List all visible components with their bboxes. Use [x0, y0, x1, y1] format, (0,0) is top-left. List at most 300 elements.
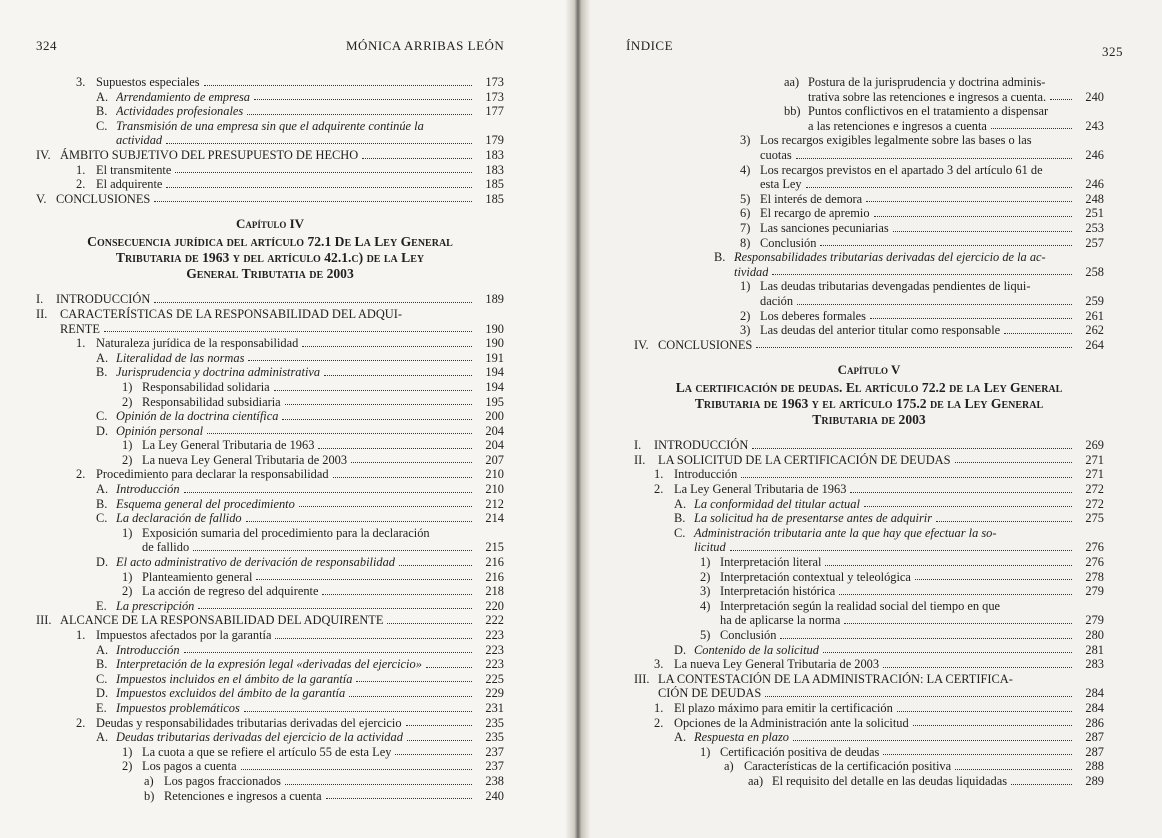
- toc-entry-text: Naturaleza jurídica de la responsabilidad: [96, 336, 299, 351]
- toc-entry: [36, 730, 504, 745]
- toc-entry-text: Exposición sumaria del procedimiento para la declaración: [142, 525, 430, 540]
- toc-page-number: 279: [1085, 584, 1104, 599]
- toc-entry: [36, 119, 504, 148]
- toc-leader-dots: [883, 667, 1072, 668]
- toc-entry-number: aa): [748, 773, 764, 788]
- toc-leader-dots: [793, 740, 1072, 741]
- toc-leader-dots: [741, 477, 1072, 478]
- toc-page-number: 189: [485, 292, 504, 307]
- toc-entry-text: Certificación positiva de deudas: [720, 744, 880, 759]
- toc-leader-dots: [797, 304, 1072, 305]
- toc-leader-dots: [1050, 99, 1072, 100]
- toc-entry-number: III.: [36, 613, 52, 628]
- toc-entry-text: La Ley General Tributaria de 1963: [142, 438, 315, 453]
- toc-leader-dots: [936, 521, 1072, 522]
- toc-leader-dots: [756, 347, 1072, 348]
- toc-entry-text: Impuestos afectados por la garantía: [96, 628, 272, 642]
- toc-entry-text: El acto administrativo de derivación de responsabilidad: [116, 555, 395, 570]
- toc-entry: [36, 438, 504, 453]
- toc-entry: [36, 759, 504, 774]
- toc-entry: [36, 555, 504, 570]
- toc-entry-text-cont: ha de aplicarse la norma: [720, 613, 841, 628]
- toc-page-number: 240: [485, 788, 504, 803]
- toc-entry-number: A.: [674, 496, 687, 511]
- toc-entry-text: Interpretación contextual y teleológica: [720, 569, 911, 584]
- toc-entry: [36, 526, 504, 555]
- toc-entry-number: 3): [740, 133, 751, 148]
- toc-entry-number: 7): [740, 220, 751, 235]
- toc-leader-dots: [864, 506, 1072, 507]
- toc-leader-dots: [955, 462, 1073, 463]
- toc-page-number: 286: [1085, 715, 1104, 730]
- toc-entry-number: 2): [122, 584, 133, 599]
- toc-page-number: 246: [1085, 177, 1104, 192]
- toc-entry: [36, 380, 504, 395]
- toc-entry-text: Los pagos a cuenta: [142, 759, 237, 774]
- toc-entry: [634, 133, 1104, 162]
- toc-entry-number: 2.: [76, 715, 86, 730]
- toc-page-number: 271: [1085, 467, 1104, 482]
- toc-entry-text: CARACTERÍSTICAS DE LA RESPONSABILIDAD DEL ADQUI-: [60, 306, 403, 321]
- toc-entry-number: C.: [96, 671, 108, 686]
- toc-page-number: 183: [485, 162, 504, 177]
- toc-entry-continuation: [784, 119, 1104, 134]
- toc-entry: [634, 163, 1104, 192]
- toc-entry-number: B.: [714, 250, 726, 265]
- toc-leader-dots: [275, 638, 472, 639]
- toc-page-number: 278: [1085, 569, 1104, 584]
- toc-entry-number: 4): [700, 598, 711, 613]
- toc-entry-text-cont: dación: [760, 293, 794, 308]
- toc-page-number: 257: [1085, 235, 1104, 250]
- toc-entry-text: Interpretación según la realidad social del tiempo en que: [720, 598, 1001, 613]
- toc-entry-number: 2.: [76, 467, 86, 482]
- toc-entry: [36, 511, 504, 526]
- toc-entry-number: aa): [784, 75, 800, 89]
- toc-page-number: 276: [1085, 540, 1104, 555]
- toc-leader-dots: [780, 638, 1072, 639]
- toc-entry-number: IV.: [634, 337, 649, 352]
- toc-page-number: 190: [485, 321, 504, 336]
- toc-entry-number: 3): [700, 584, 711, 599]
- toc-entry-continuation: [784, 90, 1104, 105]
- toc-entry-number: B.: [96, 657, 108, 672]
- chapter-title-line: General Tributatia de 2003: [186, 266, 354, 282]
- toc-entry-number: 1): [122, 438, 133, 453]
- toc-entry-line: [740, 133, 1104, 148]
- toc-entry-text: Esquema general del procedimiento: [116, 496, 295, 511]
- toc-leader-dots: [915, 579, 1072, 580]
- toc-entry-number: A.: [674, 730, 687, 745]
- toc-entry-number: D.: [674, 642, 687, 657]
- toc-entry: [36, 613, 504, 628]
- toc-entry-continuation: [700, 613, 1104, 628]
- toc-leader-dots: [1004, 333, 1072, 334]
- toc-leader-dots: [248, 360, 472, 361]
- toc-entry-number: 5): [700, 628, 711, 642]
- toc-leader-dots: [166, 187, 472, 188]
- left-toc-section-a: [36, 75, 504, 206]
- toc-entry-text: La Ley General Tributaria de 1963: [674, 482, 847, 497]
- toc-leader-dots: [256, 579, 472, 580]
- toc-entry-number: 2.: [654, 482, 664, 497]
- toc-entry-text: Introducción: [116, 642, 180, 657]
- toc-entry: [36, 292, 504, 307]
- toc-entry-number: 1): [740, 279, 751, 294]
- toc-page-number: 240: [1085, 89, 1104, 104]
- toc-page-number: 272: [1085, 482, 1104, 497]
- toc-page-number: 284: [1085, 686, 1104, 701]
- toc-page-number: 204: [485, 438, 504, 453]
- toc-entry: [634, 628, 1104, 643]
- toc-entry: [36, 774, 504, 789]
- toc-page-number: 215: [485, 540, 504, 555]
- toc-entry: [634, 599, 1104, 628]
- toc-entry-text-cont: actividad: [116, 133, 163, 148]
- toc-page-number: 222: [485, 613, 504, 628]
- toc-entry-text: Los deberes formales: [760, 308, 866, 323]
- toc-entry-number: IV.: [36, 147, 51, 162]
- toc-entry-text: El plazo máximo para emitir la certificación: [674, 700, 893, 715]
- toc-leader-dots: [362, 158, 472, 159]
- toc-page-number: 259: [1085, 293, 1104, 308]
- toc-entry-number: A.: [96, 730, 109, 745]
- toc-entry-text-cont: cuotas: [760, 147, 792, 162]
- toc-leader-dots: [765, 696, 1072, 697]
- toc-entry-text: El recargo de apremio: [760, 206, 870, 221]
- toc-entry: [634, 570, 1104, 585]
- toc-entry-number: 2): [122, 452, 133, 467]
- toc-entry-number: 3): [740, 323, 751, 338]
- toc-entry-text: Arrendamiento de empresa: [116, 89, 250, 104]
- chapter-title-line: Tributaria de 1963 y el artículo 175.2 de la Ley General: [694, 396, 1044, 412]
- toc-page-number: 283: [1085, 657, 1104, 672]
- toc-entry-number: C.: [674, 525, 686, 540]
- toc-entry-text: Conclusión: [720, 628, 777, 642]
- toc-entry: [36, 163, 504, 178]
- toc-leader-dots: [244, 711, 472, 712]
- toc-entry-text: Las deudas del anterior titular como responsable: [760, 323, 1001, 338]
- toc-entry-number: II.: [634, 452, 646, 467]
- toc-entry-line: [714, 250, 1104, 265]
- toc-entry-continuation: [714, 265, 1104, 280]
- toc-entry-text: Conclusión: [760, 235, 817, 250]
- toc-leader-dots: [285, 784, 472, 785]
- toc-page-number: 185: [485, 191, 504, 206]
- toc-entry: [36, 716, 504, 731]
- toc-entry-number: E.: [96, 700, 107, 715]
- toc-entry-text: Interpretación histórica: [720, 584, 836, 599]
- toc-leader-dots: [207, 433, 472, 434]
- toc-entry-number: 1.: [76, 336, 86, 351]
- toc-page-number: 246: [1085, 147, 1104, 162]
- toc-page-number: 177: [485, 104, 504, 119]
- toc-leader-dots: [866, 201, 1072, 202]
- toc-entry-text: Características de la certificación positiva: [744, 759, 952, 774]
- toc-leader-dots: [796, 158, 1072, 159]
- toc-entry-line: [740, 163, 1104, 178]
- chapter-title-line: La certificación de deudas. El artículo 72.2 de la Ley General: [675, 380, 1063, 396]
- toc-entry-text-cont: de fallido: [142, 540, 190, 555]
- toc-entry-continuation: [96, 133, 504, 148]
- toc-leader-dots: [897, 711, 1072, 712]
- toc-page-number: 284: [1085, 700, 1104, 715]
- toc-entry-number: 1): [122, 744, 133, 759]
- toc-leader-dots: [407, 740, 472, 741]
- toc-entry: [36, 745, 504, 760]
- toc-leader-dots: [166, 143, 472, 144]
- toc-entry-text: ÁMBITO SUBJETIVO DEL PRESUPUESTO DE HECHO: [60, 147, 359, 162]
- toc-entry-text: La nueva Ley General Tributaria de 2003: [674, 657, 880, 672]
- toc-entry: [36, 643, 504, 658]
- toc-entry: [634, 526, 1104, 555]
- left-page: [0, 0, 578, 838]
- toc-entry: [634, 309, 1104, 324]
- toc-entry: [36, 90, 504, 105]
- toc-page-number: 238: [485, 773, 504, 788]
- toc-entry: [634, 467, 1104, 482]
- toc-entry-number: I.: [634, 438, 642, 453]
- toc-entry: [634, 221, 1104, 236]
- toc-leader-dots: [184, 492, 472, 493]
- toc-entry-text: Opinión de la doctrina científica: [116, 409, 279, 424]
- toc-entry-continuation: [122, 540, 504, 555]
- toc-page-number: 223: [485, 642, 504, 657]
- toc-entry-continuation: [36, 322, 504, 337]
- toc-leader-dots: [324, 375, 472, 376]
- toc-entry-text: Opinión personal: [116, 423, 204, 438]
- toc-leader-dots: [806, 187, 1072, 188]
- toc-entry-continuation: [740, 294, 1104, 309]
- toc-entry: [36, 789, 504, 804]
- toc-entry-text-cont: esta Ley: [760, 177, 802, 192]
- toc-leader-dots: [730, 550, 1072, 551]
- toc-entry-number: 1): [700, 744, 711, 759]
- toc-entry: [36, 453, 504, 468]
- right-toc: [634, 75, 1104, 789]
- toc-entry-line: [36, 307, 504, 322]
- toc-entry: [36, 395, 504, 410]
- toc-entry-number: 2): [740, 308, 751, 323]
- toc-leader-dots: [175, 172, 472, 173]
- toc-entry-number: b): [144, 788, 155, 803]
- toc-entry-number: B.: [96, 365, 108, 380]
- toc-leader-dots: [247, 114, 472, 115]
- toc-entry-continuation: [674, 540, 1104, 555]
- toc-page-number: 281: [1085, 642, 1104, 657]
- toc-entry-line: [740, 279, 1104, 294]
- toc-leader-dots: [326, 798, 472, 799]
- toc-page-number: 279: [1085, 613, 1104, 628]
- toc-entry-text: Impuestos incluidos en el ámbito de la garantía: [116, 671, 353, 686]
- toc-entry: [36, 75, 504, 90]
- toc-leader-dots: [154, 201, 472, 202]
- toc-entry-text: CONCLUSIONES: [56, 191, 151, 206]
- toc-entry: [36, 497, 504, 512]
- toc-leader-dots: [322, 594, 472, 595]
- toc-entry: [634, 453, 1104, 468]
- toc-leader-dots: [820, 245, 1072, 246]
- chapter-v-title: [634, 380, 1104, 428]
- toc-entry: [634, 236, 1104, 251]
- toc-entry-number: E.: [96, 598, 107, 613]
- toc-entry-number: 1.: [76, 628, 86, 642]
- left-toc-section-b: [36, 292, 504, 803]
- toc-leader-dots: [825, 565, 1072, 566]
- left-page-number: 324: [36, 38, 57, 53]
- toc-page-number: 173: [485, 89, 504, 104]
- toc-entry-text: El adquirente: [96, 177, 163, 192]
- chapter-iv-label: Capítulo IV: [235, 216, 305, 232]
- toc-entry: [634, 323, 1104, 338]
- toc-entry-text: La conformidad del titular actual: [694, 496, 860, 511]
- toc-entry: [36, 686, 504, 701]
- toc-entry: [36, 584, 504, 599]
- toc-entry-text-cont: a las retenciones e ingresos a cuenta: [808, 118, 987, 133]
- toc-page-number: 220: [485, 598, 504, 613]
- left-toc: [36, 75, 504, 803]
- toc-entry-number: D.: [96, 555, 109, 570]
- toc-entry: [36, 104, 504, 119]
- right-toc-section-b: [634, 438, 1104, 788]
- toc-leader-dots: [302, 346, 472, 347]
- toc-page-number: 223: [485, 657, 504, 672]
- toc-entry-text: Interpretación de la expresión legal «derivadas del ejercicio»: [116, 657, 422, 672]
- toc-entry-number: A.: [96, 89, 109, 104]
- toc-leader-dots: [399, 565, 472, 566]
- toc-entry-text: Los pagos fraccionados: [164, 773, 281, 788]
- toc-page-number: 185: [485, 177, 504, 192]
- toc-leader-dots: [844, 623, 1072, 624]
- toc-leader-dots: [772, 274, 1072, 275]
- toc-entry: [36, 351, 504, 366]
- toc-entry-number: C.: [96, 118, 108, 133]
- toc-entry-text: INTRODUCCIÓN: [56, 292, 151, 307]
- toc-entry-text: Deudas y responsabilidades tributarias derivadas del ejercicio: [96, 715, 402, 730]
- toc-entry-number: 1): [122, 569, 133, 584]
- toc-entry: [36, 570, 504, 585]
- toc-entry-text: Introducción: [116, 482, 180, 497]
- toc-entry-number: 2): [700, 569, 711, 584]
- toc-leader-dots: [752, 448, 1072, 449]
- toc-leader-dots: [823, 652, 1072, 653]
- toc-leader-dots: [154, 302, 472, 303]
- chapter-iv-title: [36, 234, 504, 282]
- toc-leader-dots: [318, 448, 472, 449]
- toc-entry-number: C.: [96, 511, 108, 526]
- chapter-iv-heading: [36, 216, 504, 282]
- toc-entry-text: Transmisión de una empresa sin que el adquirente continúe la: [116, 118, 424, 133]
- toc-page-number: 253: [1085, 220, 1104, 235]
- toc-entry: [634, 745, 1104, 760]
- toc-entry-number: III.: [634, 671, 650, 686]
- toc-leader-dots: [198, 608, 472, 609]
- toc-entry-number: 1.: [654, 467, 664, 482]
- toc-entry: [36, 424, 504, 439]
- toc-leader-dots: [913, 725, 1072, 726]
- toc-entry-number: 2): [122, 394, 133, 409]
- toc-entry-text: El interés de demora: [760, 191, 863, 206]
- toc-entry-number: 2.: [76, 177, 86, 192]
- toc-entry: [634, 759, 1104, 774]
- toc-entry-text: LA CONTESTACIÓN DE LA ADMINISTRACIÓN: LA CERTIFICA-: [658, 671, 1013, 686]
- toc-entry-text-cont: trativa sobre las retenciones e ingresos a cuenta.: [808, 89, 1047, 104]
- toc-page-number: 243: [1085, 118, 1104, 133]
- toc-entry: [634, 279, 1104, 308]
- toc-entry: [36, 599, 504, 614]
- toc-entry-number: 6): [740, 206, 751, 221]
- toc-entry-text: Responsabilidad solidaria: [142, 379, 270, 394]
- toc-page-number: 272: [1085, 496, 1104, 511]
- chapter-title-line: Tributaria de 2003: [812, 412, 926, 428]
- toc-page-number: 237: [485, 744, 504, 759]
- toc-page-number: 287: [1085, 744, 1104, 759]
- toc-entry: [36, 467, 504, 482]
- chapter-title-line: Consecuencia jurídica del artículo 72.1 De La Ley General: [87, 234, 453, 250]
- toc-entry-number: B.: [96, 104, 108, 119]
- toc-entry-text: ALCANCE DE LA RESPONSABILIDAD DEL ADQUIRENTE: [60, 613, 384, 628]
- toc-page-number: 212: [485, 496, 504, 511]
- toc-entry-text: Los recargos exigibles legalmente sobre las bases o las: [760, 133, 1032, 148]
- left-running-header: MÓNICA ARRIBAS LEÓN: [346, 38, 505, 53]
- toc-page-number: 173: [485, 75, 504, 89]
- toc-entry-continuation: [740, 177, 1104, 192]
- toc-entry-text: Introducción: [674, 467, 738, 482]
- toc-leader-dots: [254, 99, 472, 100]
- toc-entry: [36, 657, 504, 672]
- toc-entry-text: LA SOLICITUD DE LA CERTIFICACIÓN DE DEUDAS: [658, 452, 951, 467]
- toc-entry-text: El requisito del detalle en las deudas liquidadas: [772, 773, 1008, 788]
- toc-entry-number: 3.: [654, 657, 664, 672]
- toc-entry-number: I.: [36, 292, 44, 307]
- toc-page-number: 210: [485, 482, 504, 497]
- toc-entry-text: La nueva Ley General Tributaria de 2003: [142, 452, 348, 467]
- toc-entry-text-cont: licitud: [694, 540, 726, 555]
- toc-entry-text: Las deudas tributarias devengadas pendientes de liqui-: [760, 279, 1031, 294]
- toc-entry-text: Postura de la jurisprudencia y doctrina adminis-: [808, 75, 1046, 89]
- toc-entry: [634, 716, 1104, 731]
- toc-entry-number: II.: [36, 306, 48, 321]
- toc-entry-number: B.: [96, 496, 108, 511]
- toc-entry-text: Responsabilidad subsidiaria: [142, 394, 281, 409]
- toc-page-number: 216: [485, 555, 504, 570]
- toc-entry: [634, 774, 1104, 789]
- toc-entry: [634, 206, 1104, 221]
- toc-entry-continuation: [634, 686, 1104, 701]
- toc-page-number: 262: [1085, 323, 1104, 338]
- toc-page-number: 207: [485, 452, 504, 467]
- toc-entry-text: Interpretación literal: [720, 555, 822, 570]
- toc-entry-number: 5): [740, 191, 751, 206]
- toc-page-number: 237: [485, 759, 504, 774]
- toc-leader-dots: [991, 128, 1072, 129]
- toc-leader-dots: [282, 419, 472, 420]
- toc-page-number: 225: [485, 671, 504, 686]
- toc-entry: [634, 584, 1104, 599]
- toc-entry-number: C.: [96, 409, 108, 424]
- toc-entry-text: Las sanciones pecuniarias: [760, 220, 889, 235]
- toc-entry-text: INTRODUCCIÓN: [654, 438, 749, 453]
- toc-entry-line: [784, 104, 1104, 119]
- toc-page-number: 195: [485, 394, 504, 409]
- toc-entry: [634, 482, 1104, 497]
- toc-entry-text-cont: CIÓN DE DEUDAS: [658, 686, 762, 701]
- toc-entry: [36, 409, 504, 424]
- toc-entry-number: B.: [674, 511, 686, 526]
- toc-page-number: 248: [1085, 191, 1104, 206]
- toc-entry-text: Administración tributaria ante la que hay que efectuar la so-: [694, 525, 997, 540]
- toc-entry-line: [634, 672, 1104, 687]
